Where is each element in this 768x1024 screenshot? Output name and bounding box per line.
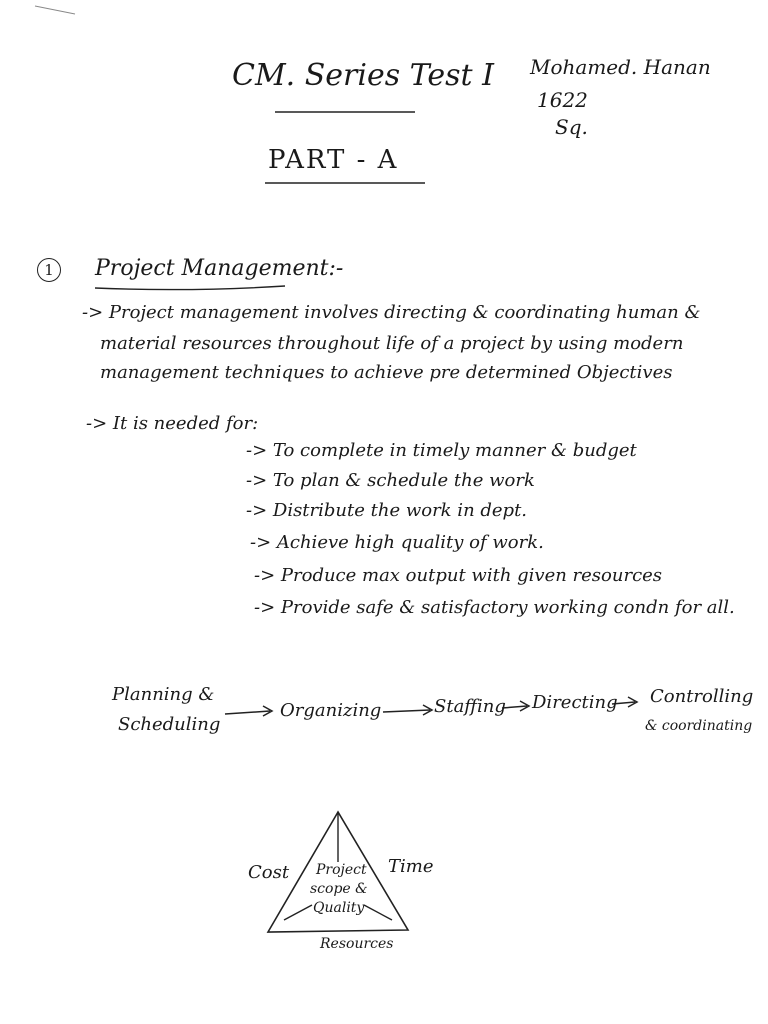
section: Sq. — [555, 115, 588, 139]
definition-line-1: -> Project management involves directing & coordinating human & — [82, 302, 701, 323]
flow-step-planning-2: Scheduling — [118, 714, 221, 735]
triangle-center-3: Quality — [313, 900, 365, 916]
definition-line-3: management techniques to achieve pre determined Objectives — [100, 362, 673, 383]
flow-step-directing: Directing — [532, 692, 618, 713]
needed-intro: -> It is needed for: — [86, 413, 259, 434]
test-title: CM. Series Test I — [232, 58, 494, 93]
triangle-resources: Resources — [320, 936, 394, 952]
triangle-center-2: scope & — [310, 881, 368, 897]
definition-line-2: material resources throughout life of a project by using modern — [100, 333, 684, 354]
question-number: 1 — [37, 258, 61, 282]
needed-item: -> To plan & schedule the work — [246, 470, 535, 491]
flow-step-controlling: Controlling — [650, 686, 754, 707]
flow-step-coordinating: & coordinating — [645, 718, 753, 734]
top-scribble — [35, 6, 75, 14]
needed-item: -> Achieve high quality of work. — [250, 532, 544, 553]
question-heading: Project Management:- — [95, 256, 344, 281]
needed-item: -> Distribute the work in dept. — [246, 500, 528, 521]
needed-item: -> Provide safe & satisfactory working condn for all. — [254, 597, 735, 618]
student-name: Mohamed. Hanan — [530, 55, 711, 79]
part-label: PART - A — [268, 145, 399, 175]
flow-step-staffing: Staffing — [434, 696, 506, 717]
needed-item: -> Produce max output with given resources — [254, 565, 663, 586]
roll-number: 1622 — [537, 88, 588, 112]
triangle-time: Time — [388, 856, 434, 877]
triangle-cost: Cost — [248, 862, 290, 883]
flow-step-organizing: Organizing — [280, 700, 382, 721]
needed-item: -> To complete in timely manner & budget — [246, 440, 637, 461]
heading-underline — [95, 286, 285, 290]
triangle-center-1: Project — [316, 862, 367, 878]
flow-step-planning: Planning & — [112, 684, 215, 705]
